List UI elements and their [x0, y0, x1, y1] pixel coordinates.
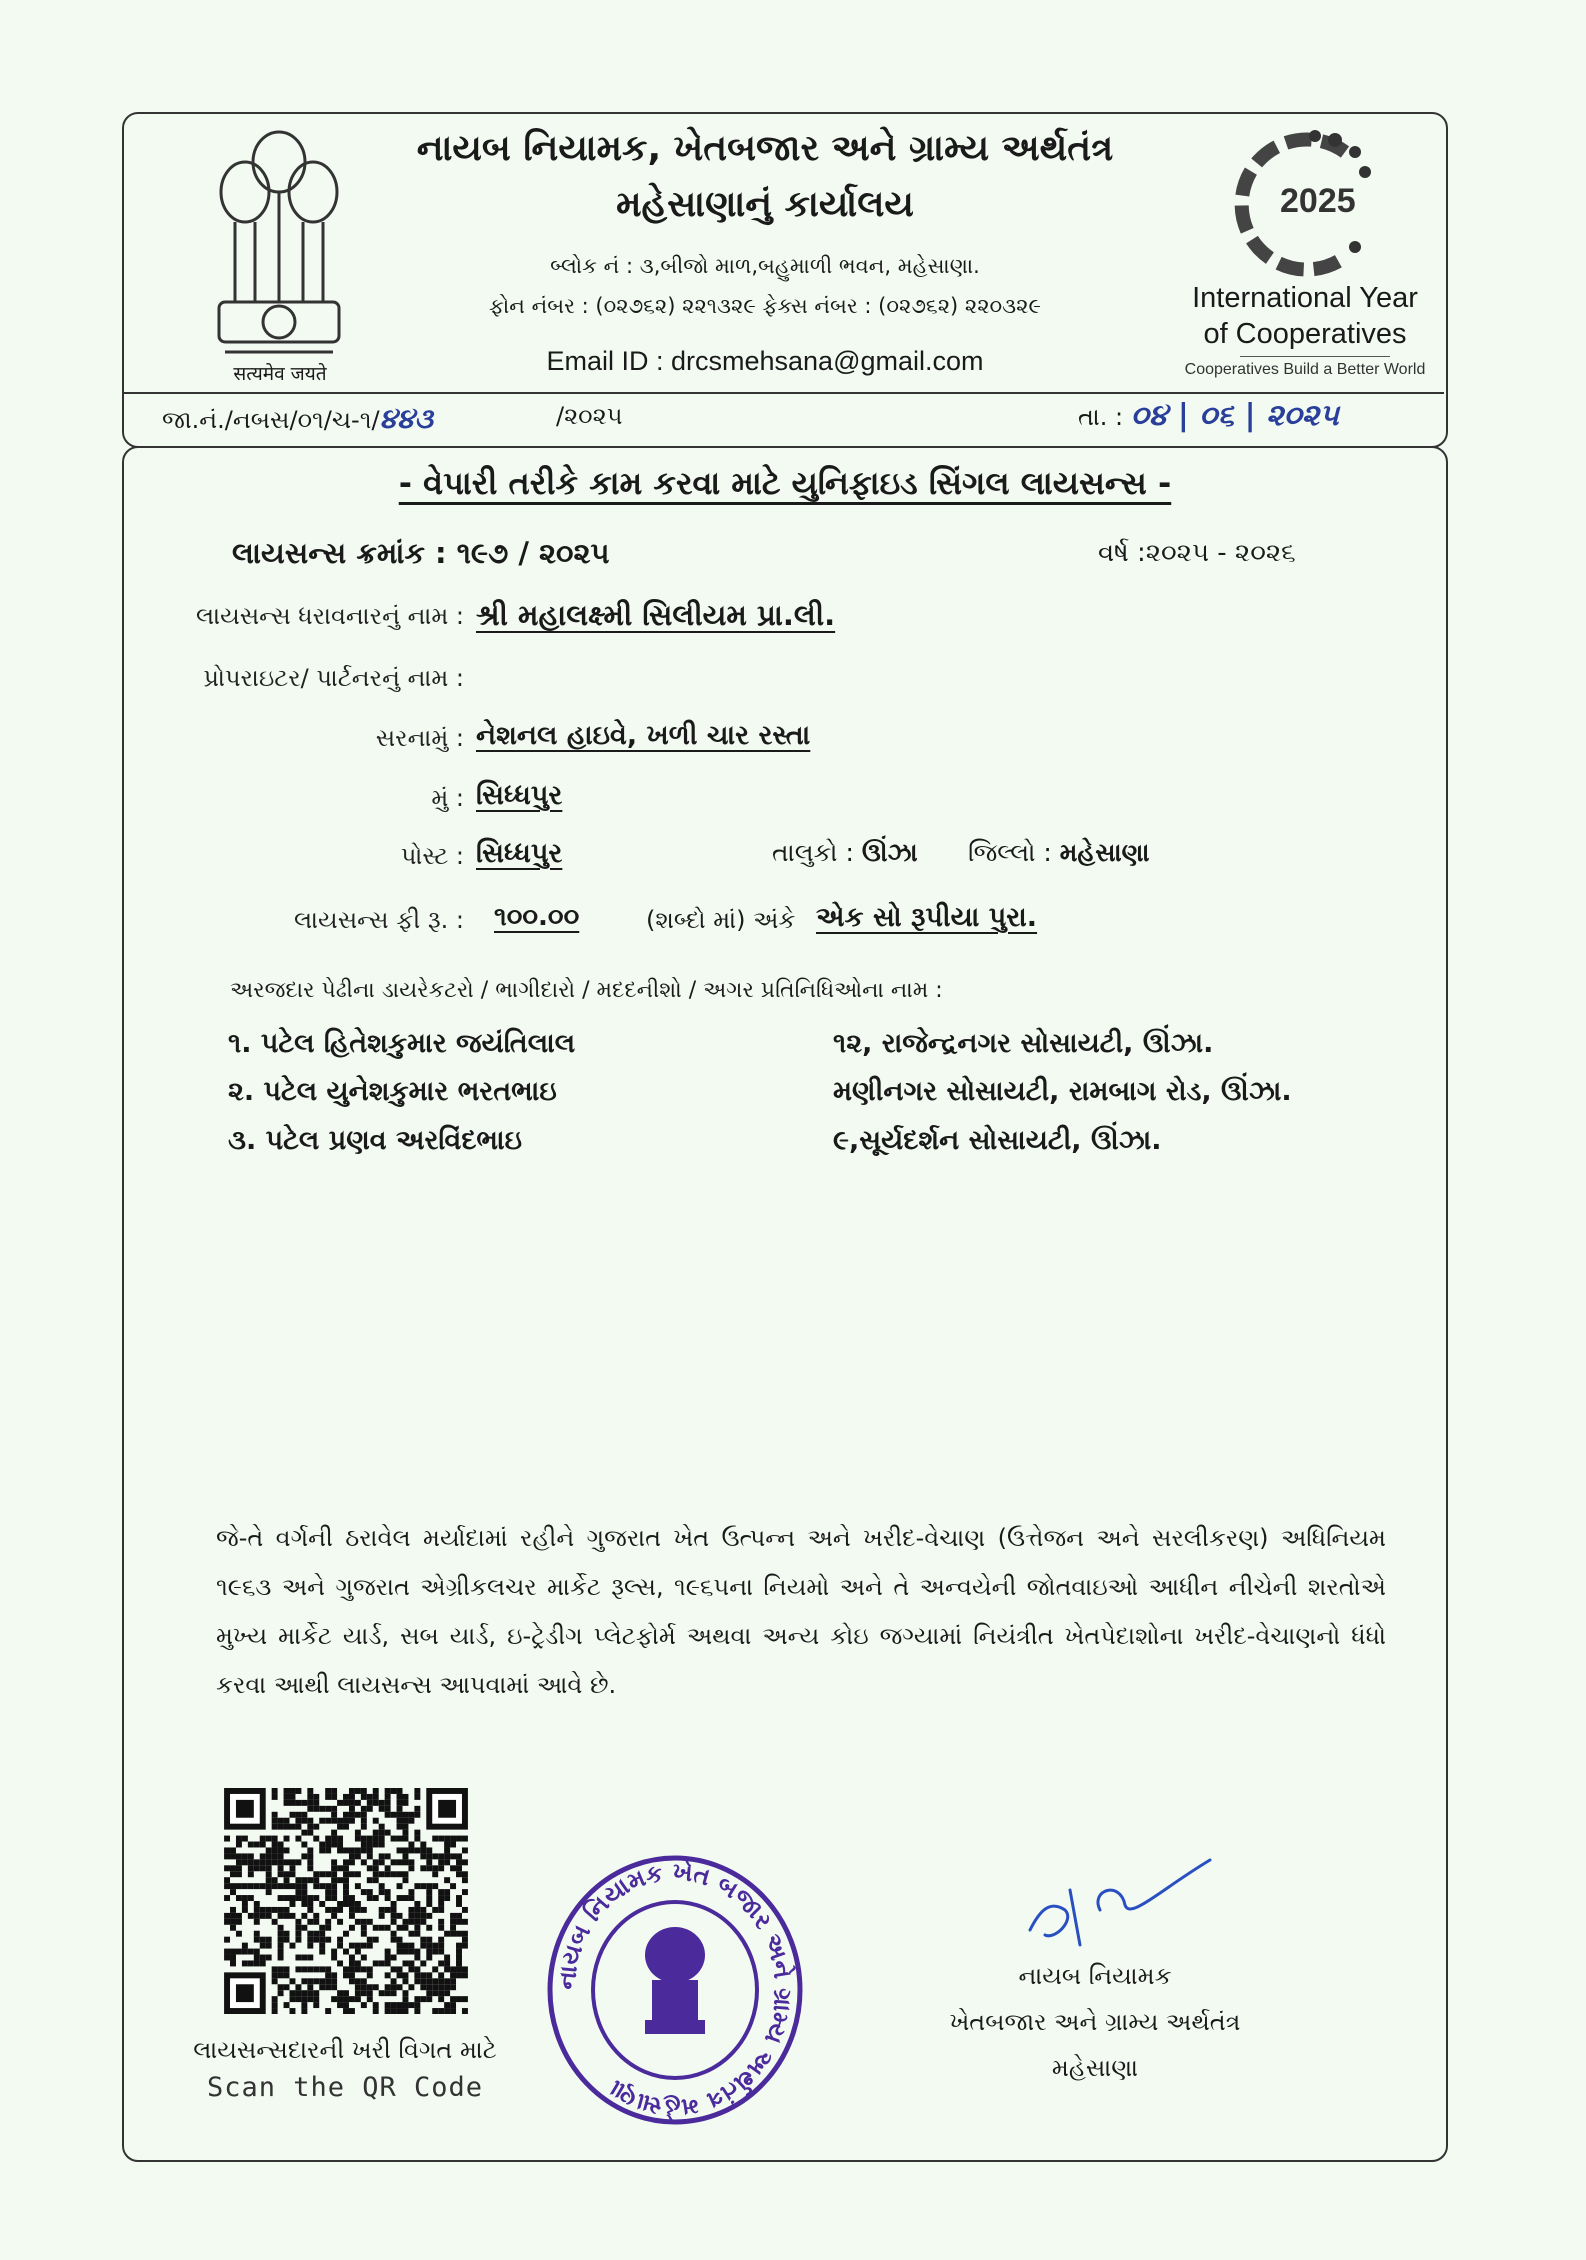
office-seal-stamp: [540, 1850, 810, 2130]
director-name: ૩. પટેલ પ્રણવ અરવિંદભાઇ: [228, 1125, 523, 1156]
date-label: તા. :: [1078, 403, 1124, 431]
taluka-value: ઊંઝા: [861, 838, 918, 867]
fee-words-value: એક સો રૂપીયા પુરા.: [816, 902, 1038, 933]
terms-paragraph: જે-તે વર્ગની ઠરાવેલ મર્યાદામાં રહીને ગુજરાત ખેત ઉત્પન્ન અને ખરીદ-વેચાણ (ઉત્તેજન અને સરલીકરણ) અધિનિયમ ૧૯૬૩ અને ગુજરાત એગ્રીકલચર માર્કેટ રૂલ્સ, ૧૯૬૫ના નિયમો અને તે અન્વયેની જોતવાઇઓ આધીન નીચેની શરતોએ મુખ્ય માર્કેટ યાર્ડ, સબ યાર્ડ, ઇ-ટ્રેડીગ પ્લેટફોર્મ અથવા અન્ય કોઇ જગ્યામાં નિયંત્રીત ખેતપેદાશોના ખરીદ-વેચાણનો ધંધો કરવા આથી લાયસન્સ આપવામાં આવે છે.: [216, 1524, 1386, 1699]
taluka-field: [772, 838, 918, 868]
outward-number-handwritten: ૪૪૩: [379, 402, 433, 435]
license-number-label: લાયસન્સ ક્રમાંક :: [232, 536, 447, 570]
office-phone-fax: ફોન નંબર : (૦૨૭૬૨) ૨૨૧૩૨૯ ફેક્સ નંબર : (૦૨૭૬૨) ૨૨૦૩૨૯: [489, 294, 1041, 318]
office-email: Email ID : drcsmehsana@gmail.com: [546, 346, 984, 376]
emblem-motto: सत्यमेव जयते: [233, 363, 327, 385]
logo-title-line1: International Year: [1192, 282, 1418, 314]
license-number: [232, 536, 610, 571]
director-address: મણીનગર સોસાયટી, રામબાગ રોડ, ઊંઝા.: [833, 1076, 1292, 1107]
qr-caption-gujarati: લાયસન્સદારની ખરી વિગત માટે: [193, 2036, 497, 2064]
license-year-label: વર્ષ :: [1098, 538, 1146, 568]
village-label: મું :: [431, 784, 464, 812]
district-field: [968, 838, 1150, 868]
fee-label: લાયસન્સ ફી રૂ. :: [294, 906, 464, 934]
letterhead-divider: [124, 392, 1444, 394]
holder-label: લાયસન્સ ધરાવનારનું નામ :: [196, 602, 464, 630]
office-address: બ્લોક નં : ૩,બીજો માળ,બહુમાળી ભવન, મહેસાણા.: [550, 254, 980, 278]
qr-caption-english: Scan the QR Code: [206, 2072, 484, 2103]
logo-rule: [1240, 356, 1390, 357]
license-title: - વેપારી તરીકે કામ કરવા માટે યુનિફાઇડ સિંગલ લાયસન્સ -: [398, 464, 1172, 502]
district-label: જિલ્લો :: [968, 838, 1052, 867]
qr-code[interactable]: [223, 1788, 469, 2014]
directors-heading: અરજદાર પેઢીના ડાયરેકટરો / ભાગીદારો / મદદનીશો / અગર પ્રતિનિધિઓના નામ :: [230, 978, 943, 1003]
office-title-line2: મહેસાણાનું કાર્યાલય: [616, 184, 914, 225]
village-value: સિધ્ધપુર: [476, 780, 563, 811]
date-handwritten: ૦૪ | ૦૬ | ૨૦૨૫: [1130, 398, 1339, 433]
post-value: સિધ્ધપુર: [476, 838, 563, 869]
outward-number: [162, 402, 433, 436]
outward-number-prefix: જા.નં./નબસ/૦૧/ચ-૧/: [162, 406, 380, 434]
post-label: પોસ્ટ :: [400, 842, 464, 870]
director-name: ૧. પટેલ હિતેશકુમાર જયંતિલાલ: [228, 1028, 576, 1059]
address-value: નેશનલ હાઇવે, ખળી ચાર રસ્તા: [476, 720, 811, 751]
logo-year: 2025: [1280, 182, 1356, 220]
license-year: [1098, 538, 1296, 569]
director-address: ૧૨, રાજેન્દ્રનગર સોસાયટી, ઊંઝા.: [833, 1028, 1214, 1059]
license-year-value: ૨૦૨૫ - ૨૦૨૬: [1145, 538, 1296, 568]
signatory-designation: નાયબ નિયામક: [1018, 1962, 1172, 1990]
date-field: [1078, 398, 1339, 433]
director-address: ૯,સૂર્યદર્શન સોસાયટી, ઊંઝા.: [833, 1125, 1162, 1156]
seal-text: નાયબ નિયામક ખેત બજાર અને ગ્રામ્ય અર્થતંત્ર મહેસાણા: [552, 1857, 798, 2123]
fee-words-label: (શબ્દો માં) અંકે: [646, 906, 796, 934]
taluka-label: તાલુકો :: [772, 838, 854, 867]
address-label: સરનામું :: [375, 724, 464, 752]
logo-tagline: Cooperatives Build a Better World: [1184, 361, 1426, 378]
signature: [1010, 1850, 1230, 1960]
license-number-value: ૧૯૭ / ૨૦૨૫: [456, 536, 610, 570]
office-title-line1: નાયબ નિયામક, ખેતબજાર અને ગ્રામ્ય અર્થતંત્ર: [416, 128, 1114, 169]
signatory-location: મહેસાણા: [1051, 2054, 1139, 2082]
national-emblem-icon: [205, 122, 353, 362]
outward-year: /૨૦૨૫: [556, 402, 623, 430]
proprietor-label: પ્રોપરાઇટર/ પાર્ટનરનું નામ :: [203, 664, 464, 692]
fee-value: ૧૦૦.૦૦: [494, 902, 580, 932]
director-name: ૨. પટેલ યુનેશકુમાર ભરતભાઇ: [228, 1076, 557, 1107]
signatory-department: ખેતબજાર અને ગ્રામ્ય અર્થતંત્ર: [949, 2008, 1241, 2036]
district-value: મહેસાણા: [1059, 838, 1150, 867]
holder-value: શ્રી મહાલક્ષ્મી સિલીયમ પ્રા.લી.: [476, 598, 836, 632]
logo-title-line2: of Cooperatives: [1203, 318, 1407, 350]
